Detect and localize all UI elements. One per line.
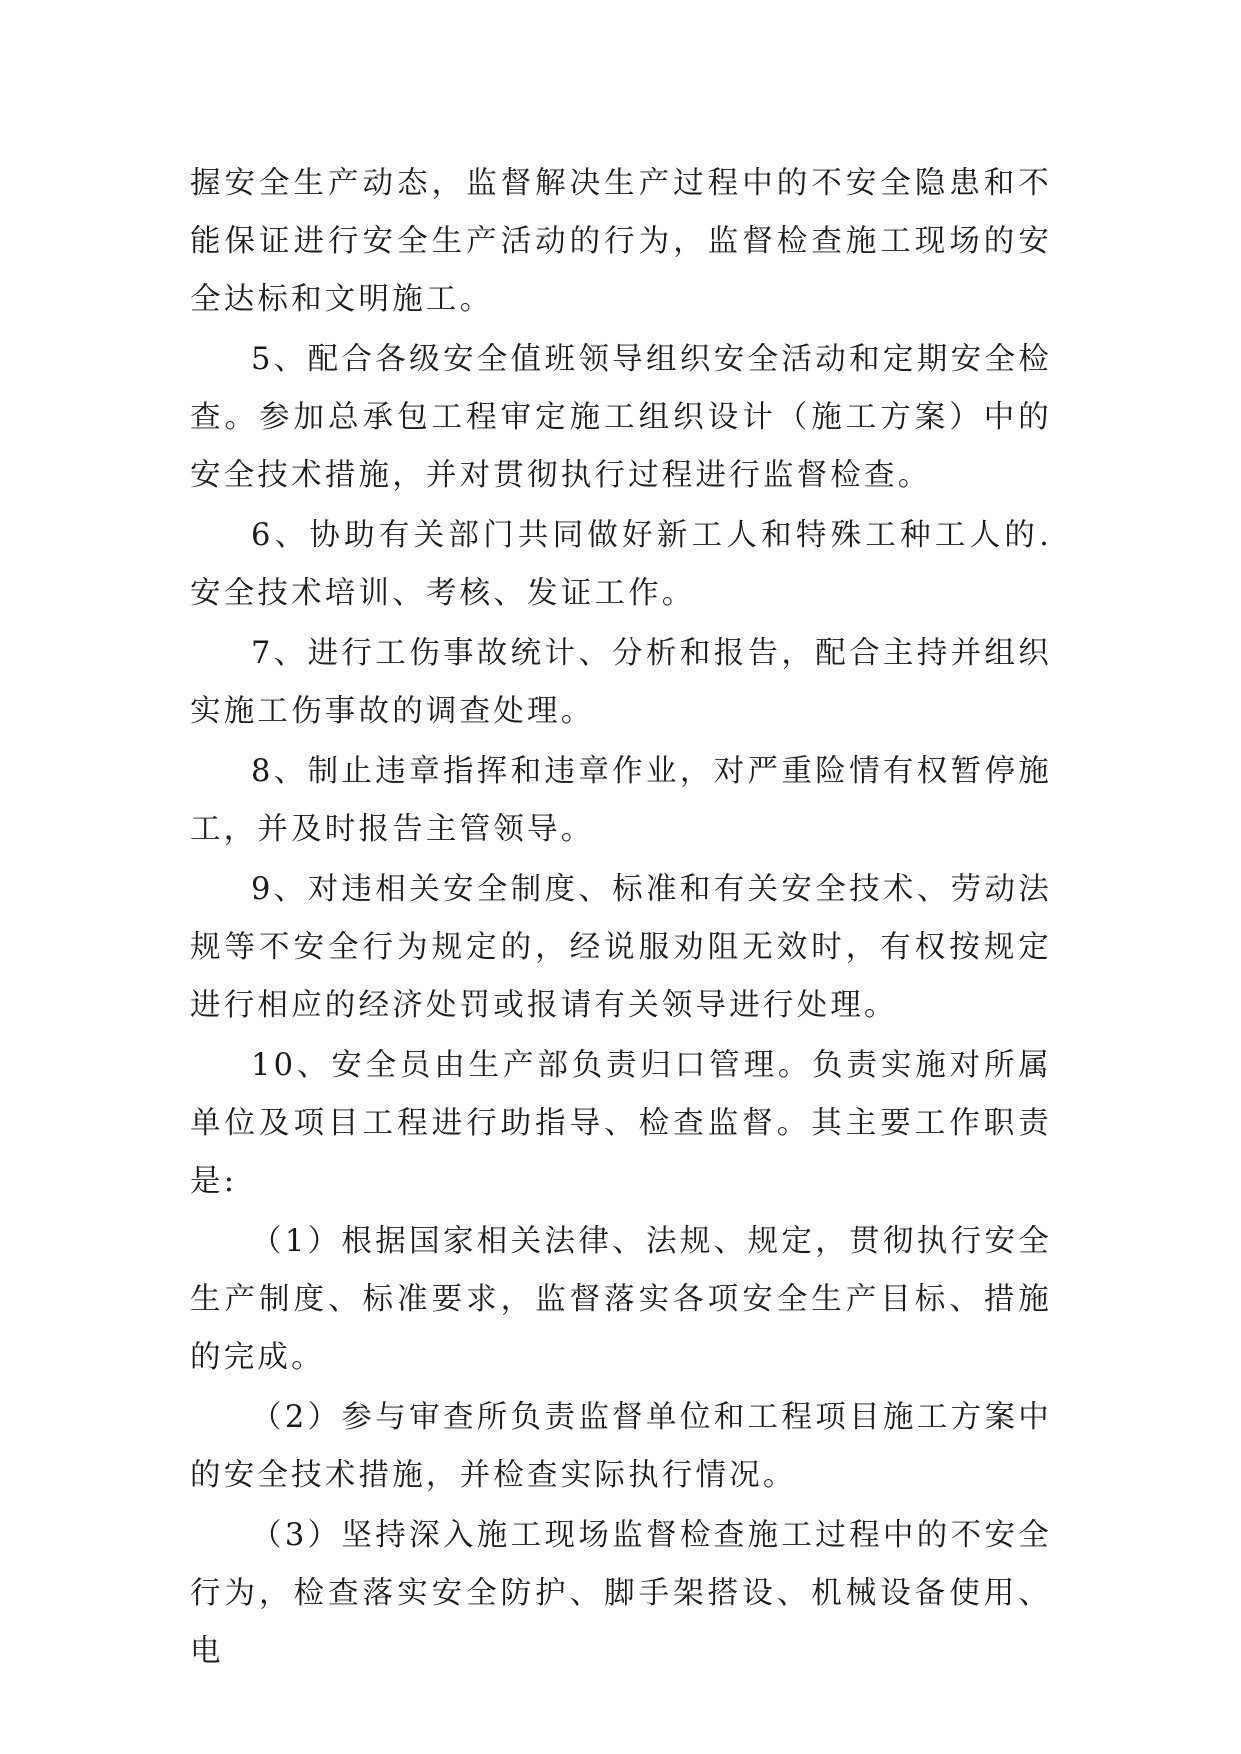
paragraph-item-7: 7、进行工伤事故统计、分析和报告，配合主持并组织实施工伤事故的调查处理。: [190, 636, 1052, 729]
paragraph-subitem-3: （3）坚持深入施工现场监督检查施工过程中的不安全行为，检查落实安全防护、脚手架搭设、机械设备使用、电: [190, 1518, 1052, 1669]
paragraph-item-10: 10、安全员由生产部负责归口管理。负责实施对所属单位及项目工程进行助指导、检查监督。其主要工作职责是:: [190, 1048, 1052, 1199]
paragraph-subitem-2: （2）参与审查所负责监督单位和工程项目施工方案中的安全技术措施，并检查实际执行情况。: [190, 1400, 1052, 1493]
paragraph-subitem-1: （1）根据国家相关法律、法规、规定，贯彻执行安全生产制度、标准要求，监督落实各项安全生产目标、措施的完成。: [190, 1224, 1052, 1375]
paragraph-item-8: 8、制止违章指挥和违章作业，对严重险情有权暂停施工，并及时报告主管领导。: [190, 754, 1052, 847]
paragraph-item-9: 9、对违相关安全制度、标准和有关安全技术、劳动法规等不安全行为规定的，经说服劝阻无效时，有权按规定进行相应的经济处罚或报请有关领导进行处理。: [190, 872, 1052, 1023]
paragraph-item-6: 6、协助有关部门共同做好新工人和特殊工种工人的.安全技术培训、考核、发证工作。: [190, 518, 1052, 611]
paragraph-item-5: 5、配合各级安全值班领导组织安全活动和定期安全检查。参加总承包工程审定施工组织设计（施工方案）中的安全技术措施，并对贯彻执行过程进行监督检查。: [190, 342, 1052, 493]
paragraph-continuation: 握安全生产动态，监督解决生产过程中的不安全隐患和不能保证进行安全生产活动的行为，监督检查施工现场的安全达标和文明施工。: [190, 166, 1052, 317]
document-body: [190, 155, 1052, 1683]
